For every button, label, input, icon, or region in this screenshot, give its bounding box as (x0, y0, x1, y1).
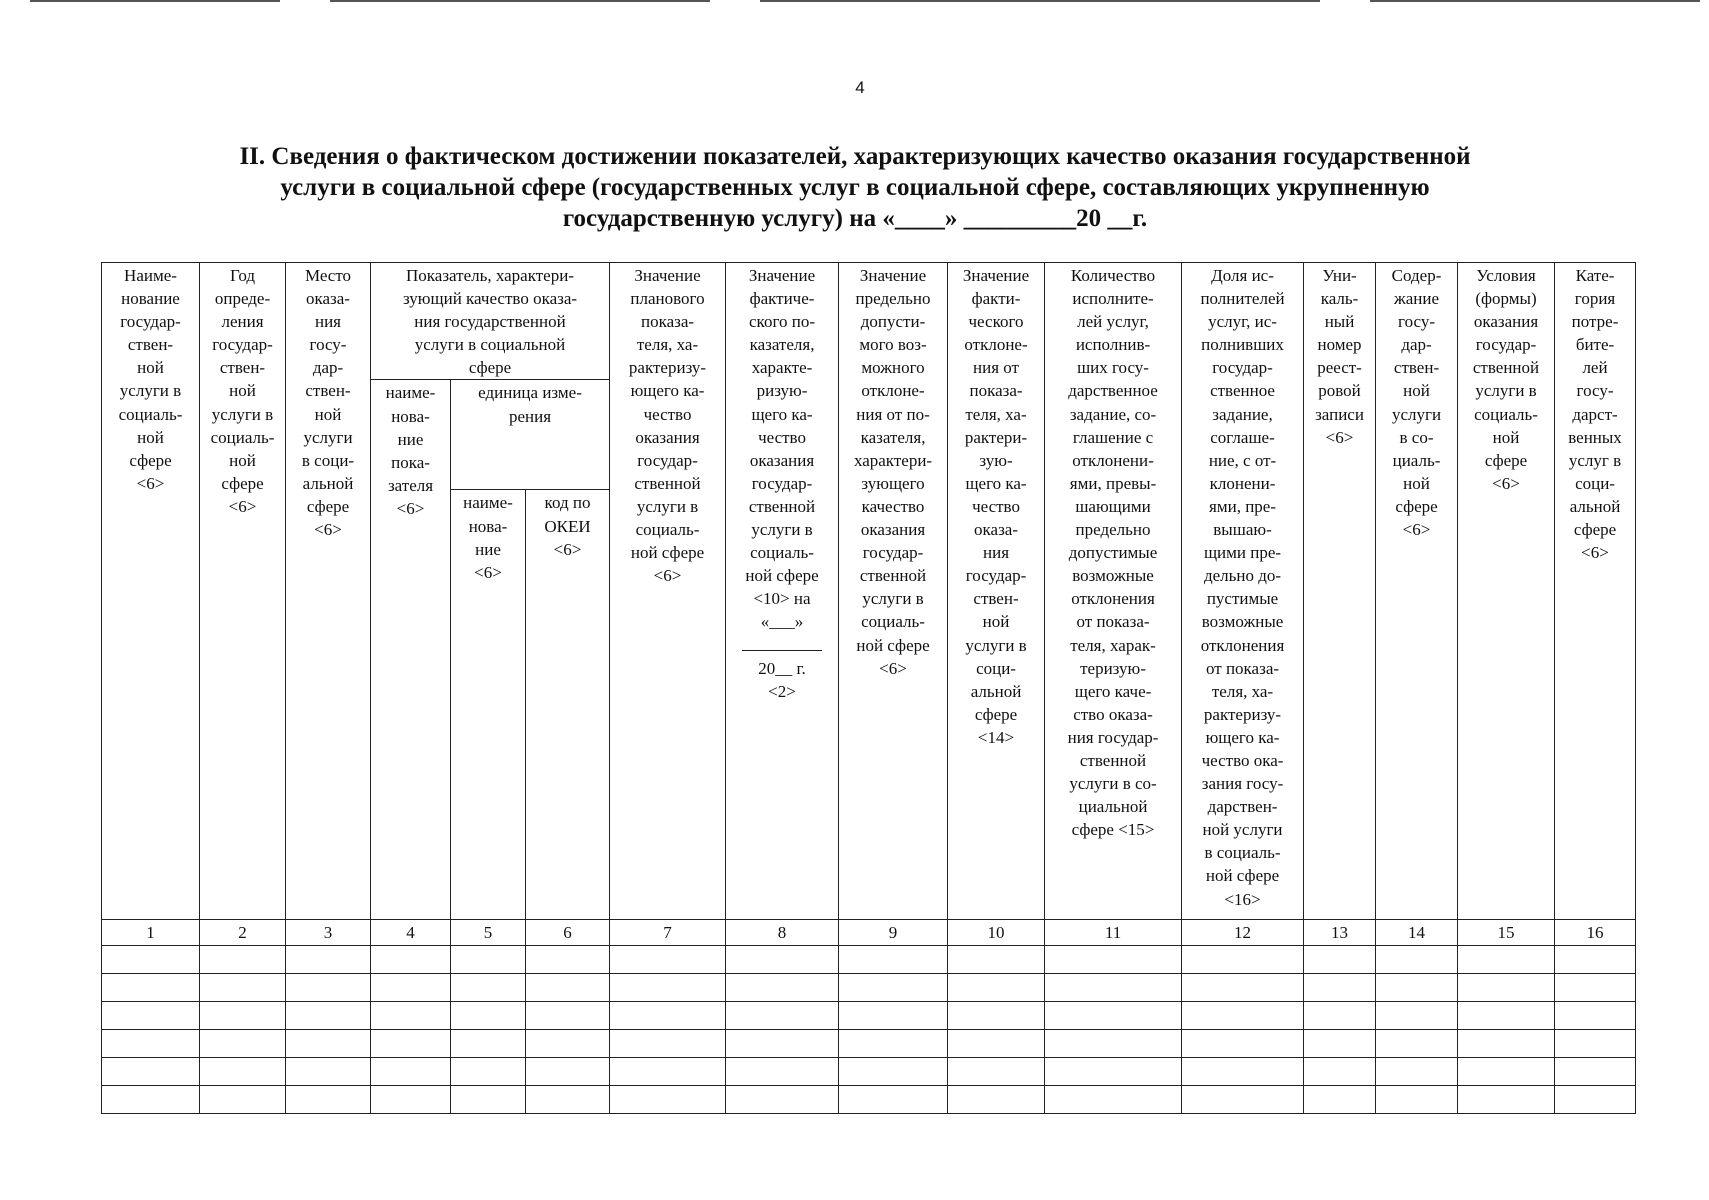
table-cell[interactable] (371, 1058, 451, 1086)
column-number: 3 (286, 920, 371, 946)
header-actual-value (726, 263, 839, 920)
header-text: код по ОКЕИ <6> (544, 493, 591, 559)
table-cell[interactable] (200, 974, 286, 1002)
table-cell[interactable] (286, 1002, 371, 1030)
table-cell[interactable] (371, 974, 451, 1002)
table-cell[interactable] (726, 946, 839, 974)
column-number: 16 (1555, 920, 1636, 946)
header-text: Уни- каль- ный номер реест- ровой записи <6> (1315, 266, 1364, 447)
table-cell[interactable] (1182, 1086, 1304, 1114)
header-registry-number (1304, 263, 1376, 920)
table-cell[interactable] (526, 946, 610, 974)
scan-edge-line (760, 0, 1320, 2)
table-cell[interactable] (1182, 1030, 1304, 1058)
table-cell[interactable] (1376, 1058, 1458, 1086)
header-text: Количество исполните- лей услуг, исполнив- ших госу- дарственное задание, со- глашение с отклонени- ями, превы- шающими предельно допустимые возможные отклонения от показа- теля, харак- теризую- щего каче- ство оказа- ния государ- ственной услуги в со- циальной сфере <15> (1067, 266, 1159, 840)
table-cell[interactable] (948, 1058, 1045, 1086)
header-executors-share (1182, 263, 1304, 920)
signature-line (742, 650, 822, 651)
table-cell[interactable] (1376, 974, 1458, 1002)
table-cell[interactable] (726, 1030, 839, 1058)
title-line-3: государственную услугу) на «____» _________20 __г. (562, 205, 1148, 232)
table-cell[interactable] (1458, 1086, 1555, 1114)
header-text: Значение факти- ческого отклоне- ния от показа- теля, ха- рактери- зую- щего ка- чество оказа- ния государ- ствен- ной услуги в соци- альной сфере <14> (962, 266, 1030, 747)
table-row (102, 974, 1636, 1002)
header-consumer-category (1555, 263, 1636, 920)
table-cell[interactable] (1182, 1002, 1304, 1030)
table-cell[interactable] (1376, 1030, 1458, 1058)
table-cell[interactable] (451, 974, 526, 1002)
table-cell[interactable] (102, 974, 200, 1002)
header-text: Значение предельно допусти- мого воз- можного отклоне- ния от по- казателя, характери- зующего качество оказания государ- ственной услуги в социаль- ной сфере <6> (853, 266, 933, 678)
header-year (200, 263, 286, 920)
column-number: 6 (526, 920, 610, 946)
data-rows (102, 946, 1636, 1114)
table-cell[interactable] (451, 1086, 526, 1114)
table-cell[interactable] (102, 1058, 200, 1086)
table-cell[interactable] (1304, 1030, 1376, 1058)
table-cell[interactable] (200, 1058, 286, 1086)
table-cell[interactable] (1304, 974, 1376, 1002)
header-text: Место оказа- ния госу- дар- ствен- ной услуги в соци- альной сфере <6> (301, 266, 355, 540)
header-okei-code (526, 490, 610, 920)
indicators-table (101, 262, 1636, 1114)
table-cell[interactable] (286, 946, 371, 974)
table-cell[interactable] (610, 1058, 726, 1086)
table-cell[interactable] (286, 1030, 371, 1058)
table-cell[interactable] (1458, 974, 1555, 1002)
title-line-2: услуги в социальной сфере (государственных услуг в социальной сфере, составляющих укрупненную (280, 174, 1430, 201)
header-text: 20__ г. <2> (758, 658, 806, 701)
table-cell[interactable] (1045, 1002, 1182, 1030)
table-cell[interactable] (948, 1002, 1045, 1030)
table-cell[interactable] (102, 1002, 200, 1030)
table-cell[interactable] (726, 1002, 839, 1030)
header-text: Год опреде- ления государ- ствен- ной услуги в социаль- ной сфере <6> (210, 266, 275, 516)
table-cell[interactable] (839, 1002, 948, 1030)
table-cell[interactable] (1376, 946, 1458, 974)
header-text: единица изме- рения (478, 383, 582, 426)
table-cell[interactable] (371, 1086, 451, 1114)
table-cell[interactable] (200, 1002, 286, 1030)
header-text: наиме- нова- ние <6> (463, 493, 513, 582)
table-cell[interactable] (948, 1086, 1045, 1114)
table-cell[interactable] (451, 946, 526, 974)
scan-edge-line (1370, 0, 1700, 2)
table-cell[interactable] (102, 1030, 200, 1058)
table-cell[interactable] (1458, 1002, 1555, 1030)
table-cell[interactable] (371, 1002, 451, 1030)
table-cell[interactable] (1458, 1058, 1555, 1086)
header-text: Показатель, характери- зующий качество оказа- ния государственной услуги в социальной сфере (402, 266, 578, 378)
table-cell[interactable] (286, 1058, 371, 1086)
table-cell[interactable] (1304, 1002, 1376, 1030)
table-cell[interactable] (1376, 1002, 1458, 1030)
table-cell[interactable] (839, 1030, 948, 1058)
header-text: Значение планового показа- теля, ха- рактеризу- ющего ка- чество оказания государ- ственной услуги в социаль- ной сфере <6> (628, 266, 707, 586)
header-executors-count (1045, 263, 1182, 920)
table-cell[interactable] (1458, 946, 1555, 974)
header-actual-deviation (948, 263, 1045, 920)
table-row (102, 1002, 1636, 1030)
table-cell[interactable] (1045, 1030, 1182, 1058)
table-cell[interactable] (1182, 1058, 1304, 1086)
table-cell[interactable] (1045, 1058, 1182, 1086)
header-planned-value (610, 263, 726, 920)
table-cell[interactable] (1555, 1002, 1636, 1030)
header-unit-group (451, 380, 610, 490)
column-number: 7 (610, 920, 726, 946)
table-cell[interactable] (371, 946, 451, 974)
table-cell[interactable] (839, 974, 948, 1002)
table-cell[interactable] (1182, 974, 1304, 1002)
table-cell[interactable] (526, 1058, 610, 1086)
column-number: 11 (1045, 920, 1182, 946)
header-service-content (1376, 263, 1458, 920)
table-cell[interactable] (948, 974, 1045, 1002)
header-allowed-deviation (839, 263, 948, 920)
header-unit-name (451, 490, 526, 920)
table-cell[interactable] (1182, 946, 1304, 974)
column-number: 12 (1182, 920, 1304, 946)
table-cell[interactable] (200, 1086, 286, 1114)
scan-edge-line (330, 0, 710, 2)
table-cell[interactable] (1555, 1086, 1636, 1114)
column-number-row (102, 920, 1636, 946)
table-cell[interactable] (1458, 1030, 1555, 1058)
header-indicator-name (371, 380, 451, 920)
column-number: 15 (1458, 920, 1555, 946)
header-text: Условия (формы) оказания государ- ственной услуги в социаль- ной сфере <6> (1472, 266, 1540, 493)
table-cell[interactable] (451, 1002, 526, 1030)
table-cell[interactable] (948, 1030, 1045, 1058)
table-cell[interactable] (610, 1030, 726, 1058)
table-cell[interactable] (1304, 1058, 1376, 1086)
header-text: Наиме- нование государ- ствен- ной услуги в социаль- ной сфере <6> (118, 266, 183, 493)
table-cell[interactable] (1376, 1086, 1458, 1114)
table-cell[interactable] (526, 1030, 610, 1058)
header-text: Содер- жание госу- дар- ствен- ной услуги в со- циаль- ной сфере <6> (1391, 266, 1442, 540)
table-cell[interactable] (1555, 974, 1636, 1002)
table-cell[interactable] (839, 1058, 948, 1086)
column-number: 14 (1376, 920, 1458, 946)
header-text: Значение фактиче- ского по- казателя, характе- ризую- щего ка- чество оказания государ- ственной услуги в социаль- ной сфере <10> на «___» (745, 266, 819, 632)
table-row (102, 1086, 1636, 1114)
table-cell[interactable] (200, 946, 286, 974)
table-cell[interactable] (286, 974, 371, 1002)
header-service-name (102, 263, 200, 920)
table-cell[interactable] (1304, 1086, 1376, 1114)
table-cell[interactable] (726, 1058, 839, 1086)
table-cell[interactable] (610, 1086, 726, 1114)
table-cell[interactable] (1304, 946, 1376, 974)
table-cell[interactable] (1555, 1030, 1636, 1058)
table-cell[interactable] (610, 946, 726, 974)
table-cell[interactable] (610, 974, 726, 1002)
table-row (102, 1058, 1636, 1086)
table-cell[interactable] (726, 974, 839, 1002)
table-cell[interactable] (1555, 1058, 1636, 1086)
column-number: 9 (839, 920, 948, 946)
header-text: наиме- нова- ние пока- зателя <6> (385, 383, 436, 518)
table-cell[interactable] (839, 1086, 948, 1114)
table-cell[interactable] (1045, 946, 1182, 974)
table-cell[interactable] (839, 946, 948, 974)
table-cell[interactable] (1045, 1086, 1182, 1114)
table-cell[interactable] (1555, 946, 1636, 974)
page-number: 4 (855, 78, 865, 97)
table-cell[interactable] (948, 946, 1045, 974)
table-cell[interactable] (451, 1058, 526, 1086)
column-number: 2 (200, 920, 286, 946)
column-number: 10 (948, 920, 1045, 946)
header-text: Доля ис- полнителей услуг, ис- полнивших государ- ственное задание, соглаше- ние, с от- клонени- ями, пре- вышаю- щими пре- дельно до- пустимые возможные отклонения от показа- теля, ха- рактеризу- ющего ка- чество ока- зания госу- дарствен- ной услуги в социаль- ной сфере <16> (1200, 266, 1285, 909)
column-number: 8 (726, 920, 839, 946)
header-indicator-group (371, 263, 610, 380)
column-number: 13 (1304, 920, 1376, 946)
table-cell[interactable] (526, 974, 610, 1002)
table-cell[interactable] (102, 1086, 200, 1114)
column-number: 4 (371, 920, 451, 946)
column-number: 1 (102, 920, 200, 946)
table-cell[interactable] (451, 1030, 526, 1058)
table-row (102, 1030, 1636, 1058)
section-title (150, 141, 1560, 234)
table-cell[interactable] (526, 1002, 610, 1030)
title-line-1: II. Сведения о фактическом достижении показателей, характеризующих качество оказания государственной (239, 143, 1471, 170)
header-service-conditions (1458, 263, 1555, 920)
table-row (102, 946, 1636, 974)
table-cell[interactable] (726, 1086, 839, 1114)
scan-edge-line (30, 0, 280, 2)
column-number: 5 (451, 920, 526, 946)
table-cell[interactable] (102, 946, 200, 974)
table-cell[interactable] (610, 1002, 726, 1030)
header-place (286, 263, 371, 920)
table-cell[interactable] (371, 1030, 451, 1058)
table-cell[interactable] (200, 1030, 286, 1058)
header-text: Кате- гория потре- бите- лей госу- дарст- венных услуг в соци- альной сфере <6> (1568, 266, 1622, 563)
table-cell[interactable] (1045, 974, 1182, 1002)
table-cell[interactable] (526, 1086, 610, 1114)
table-cell[interactable] (286, 1086, 371, 1114)
